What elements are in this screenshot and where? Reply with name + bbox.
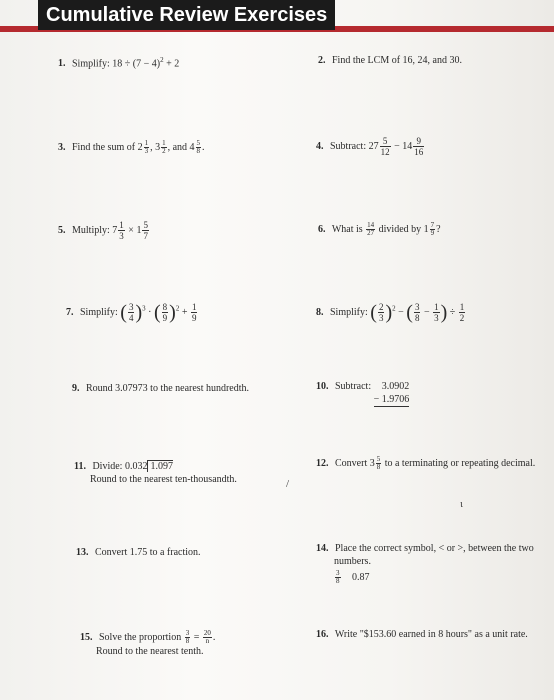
exercise-6: 6. What is $\frac{14}{27}$ divided by 1 $\frac{7}{9}$ ?: [318, 221, 441, 237]
exercise-9: 9. Round 3.07973 to the nearest hundredth.: [72, 383, 250, 394]
exercise-11: 11. Divide: 0.032 1.097 Round to the nearest ten-thousandth.: [74, 461, 237, 485]
exercise-16: 16. Write "$153.60 earned in 8 hours" as a unit rate.: [316, 629, 528, 640]
exercise-number: 2.: [318, 55, 326, 66]
exercise-14: 14. Place the correct symbol, < or >, between the two numbers. $\frac{3}{8}$ 0.87: [316, 543, 534, 585]
mixed-fraction: $\frac{1}{2}$: [162, 139, 166, 155]
vertical-subtraction: 3.0902 − 1.9706: [373, 381, 410, 405]
fraction: $\frac{5}{12}$: [380, 136, 390, 157]
section-title: Cumulative Review Exercises: [38, 0, 335, 30]
fraction: $\frac{9}{16}$: [414, 136, 424, 157]
pencil-mark: ι: [460, 498, 463, 510]
fraction: $\frac{14}{27}$: [367, 221, 375, 237]
exercise-7: 7. Simplify: ( $\frac{3}{4}$ )$^3$ · ( $\frac{8}{9}$ )$^2$ + $\frac{1}{9}$: [66, 301, 197, 324]
mixed-fraction: $\frac{5}{8}$: [196, 139, 201, 155]
exercise-number: 1.: [58, 58, 66, 70]
fraction: $\frac{1}{3}$: [119, 220, 124, 241]
fraction: $\frac{7}{9}$: [430, 221, 435, 237]
exercise-2: 2. Find the LCM of 16, 24, and 30.: [318, 55, 462, 66]
exercise-13: 13. Convert 1.75 to a fraction.: [76, 547, 201, 558]
exercise-12: 12. Convert 3 $\frac{5}{8}$ to a terminating or repeating decimal.: [316, 455, 536, 471]
exercise-8: 8. Simplify: ( $\frac{2}{3}$ )$^2$ − ( $\frac{3}{8}$ − $\frac{1}{3}$ ) ÷ $\frac{1}{2}$: [316, 301, 465, 324]
mixed-fraction: $\frac{1}{3}$: [144, 139, 149, 155]
exercise-1: 1. Simplify: $18 \div (7 - 4)^2 + 2$: [58, 56, 180, 70]
exercise-15: 15. Solve the proportion $\frac{3}{8}$ = $\frac{20}{n}$ . Round to the nearest tenth.: [80, 629, 216, 657]
exercise-10: 10. Subtract: 3.0902 − 1.9706: [316, 381, 410, 405]
exercise-5: 5. Multiply: 7 $\frac{1}{3}$ × 1 $\frac{5}{7}$: [58, 220, 148, 241]
fraction: $\frac{5}{7}$: [143, 220, 148, 241]
exercise-4: 4. Subtract: 27 $\frac{5}{12}$ − 14 $\frac{9}{16}$: [316, 136, 424, 157]
long-division-bracket: 1.097: [147, 460, 173, 472]
pencil-mark: /: [286, 478, 290, 490]
exercise-3: 3. Find the sum of 2 $\frac{1}{3}$ , 3 $\frac{1}{2}$ , and 4 $\frac{5}{8}$ .: [58, 139, 205, 155]
